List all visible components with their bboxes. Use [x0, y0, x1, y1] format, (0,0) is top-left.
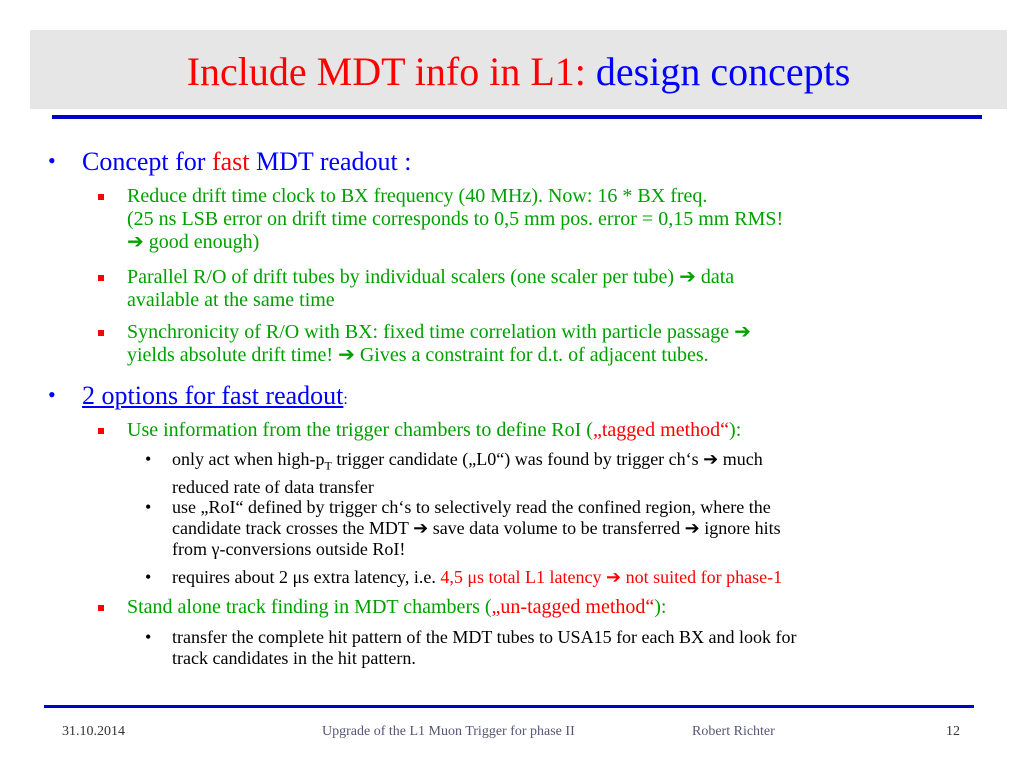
sub-item: [172, 497, 781, 560]
item-line: reduced rate of data transfer: [172, 476, 374, 497]
bullet-dot: •: [48, 148, 56, 173]
untagged-method-label: „un-tagged method“: [491, 596, 655, 618]
footer-talk-title: Upgrade of the L1 Muon Trigger for phase II: [322, 724, 575, 739]
item-line: only act when high-$p_T$ trigger candidate („L0“) was found by trigger ch‘s ➔ much: [172, 449, 763, 473]
bullet-dot: •: [145, 567, 152, 587]
section1-heading: [82, 147, 412, 177]
item-line: Reduce drift time clock to BX frequency (40 MHz). Now: 16 * BX freq.: [127, 185, 708, 207]
heading-text: 2 options for fast readout: [82, 381, 344, 410]
item-line: candidate track crosses the MDT ➔ save data volume to be transferred ➔ ignore hits: [172, 518, 781, 538]
latency-text: 4,5 μs total L1 latency: [440, 567, 607, 587]
item-line: Synchronicity of R/O with BX: fixed time correlation with particle passage ➔: [127, 321, 751, 343]
item-line: available at the same time: [127, 289, 335, 311]
option-tagged: Use information from the trigger chambers to define RoI („tagged method“):: [127, 419, 742, 441]
footer-date: 31.10.2014: [62, 724, 125, 739]
list-item: [127, 266, 734, 312]
list-item: [127, 321, 751, 367]
latency-text: not suited for phase-1: [621, 567, 783, 587]
arrow-icon: ➔: [338, 344, 355, 366]
footer-author: Robert Richter: [692, 724, 775, 739]
square-bullet-icon: [98, 605, 104, 611]
heading-text: MDT readout :: [249, 147, 412, 176]
item-line: use „RoI“ defined by trigger ch‘s to selectively read the confined region, where the: [172, 497, 771, 517]
bullet-dot: •: [48, 382, 56, 407]
section2-heading: [82, 381, 348, 415]
item-line: Parallel R/O of drift tubes by individual scalers (one scaler per tube) ➔ data: [127, 266, 735, 288]
square-bullet-icon: [98, 194, 104, 200]
item-line: transfer the complete hit pattern of the MDT tubes to USA15 for each BX and look for: [172, 627, 797, 647]
square-bullet-icon: [98, 428, 104, 434]
square-bullet-icon: [98, 330, 104, 336]
bullet-dot: •: [145, 449, 152, 469]
item-line: ➔ good enough): [127, 231, 260, 253]
item-line: track candidates in the hit pattern.: [172, 648, 416, 668]
bullet-dot: •: [145, 627, 152, 647]
sub-item: requires about 2 μs extra latency, i.e. 4,5 μs total L1 latency ➔ not suited for phase-1: [172, 567, 783, 587]
sub-item: [172, 627, 797, 669]
footer-rule: [44, 705, 974, 708]
title-part1: Include MDT info in L1:: [186, 49, 596, 94]
arrow-icon: ➔: [703, 449, 719, 469]
arrow-icon: ➔: [734, 321, 751, 343]
page-number: 12: [946, 724, 960, 739]
tagged-method-label: „tagged method“: [592, 419, 730, 441]
arrow-icon: ➔: [679, 266, 696, 288]
item-line: from γ-conversions outside RoI!: [172, 539, 406, 559]
heading-text: Concept for: [82, 147, 212, 176]
arrow-icon: ➔: [413, 518, 429, 538]
arrow-icon: ➔: [684, 518, 700, 538]
arrow-icon: ➔: [606, 567, 622, 587]
bullet-dot: •: [145, 497, 152, 517]
heading-colon: :: [343, 391, 348, 408]
sub-item: [172, 449, 763, 498]
option-untagged: Stand alone track finding in MDT chambers („un-tagged method“):: [127, 596, 667, 618]
item-line: (25 ns LSB error on drift time corresponds to 0,5 mm pos. error = 0,15 mm RMS!: [127, 208, 784, 230]
square-bullet-icon: [98, 275, 104, 281]
list-item: [127, 185, 783, 254]
title-part2: design concepts: [595, 49, 851, 94]
heading-fast: fast: [211, 147, 250, 176]
item-line: yields absolute drift time! ➔ Gives a constraint for d.t. of adjacent tubes.: [127, 344, 709, 366]
arrow-icon: ➔: [127, 231, 144, 253]
